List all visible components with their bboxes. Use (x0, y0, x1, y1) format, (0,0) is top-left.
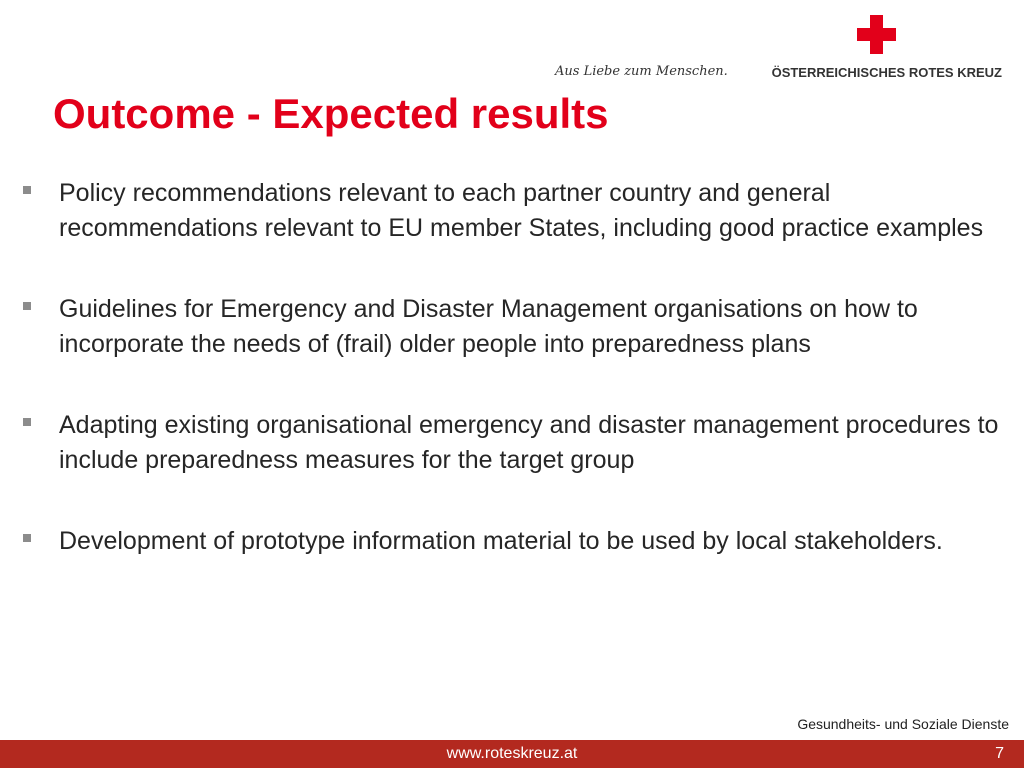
red-cross-icon (857, 15, 896, 54)
bullet-square-icon (23, 418, 31, 426)
website-link[interactable]: www.roteskreuz.at (446, 745, 578, 762)
footer-bar (0, 740, 1024, 768)
tagline: Aus Liebe zum Menschen. (555, 64, 728, 79)
bullet-item (0, 524, 1024, 559)
bullet-text: Development of prototype information material to be used by local stakeholders. (59, 527, 943, 555)
bullet-list (0, 176, 1024, 606)
bullet-text: Guidelines for Emergency and Disaster Management organisations on how to incorporate the needs of (frail) older people into preparedness plans (59, 295, 918, 358)
organization-name: ÖSTERREICHISCHES ROTES KREUZ (771, 65, 1002, 80)
bullet-item (0, 408, 1024, 477)
slide-title: Outcome - Expected results (53, 90, 609, 137)
bullet-text: Adapting existing organisational emergency and disaster management procedures to include preparedness measures for the target group (59, 411, 999, 474)
bullet-text: Policy recommendations relevant to each partner country and general recommendations relevant to EU member States, including good practice examples (59, 179, 984, 242)
department-label: Gesundheits- und Soziale Dienste (797, 716, 1009, 732)
bullet-square-icon (23, 534, 31, 542)
page-number: 7 (995, 745, 1004, 762)
bullet-item (0, 292, 1024, 361)
bullet-square-icon (23, 186, 31, 194)
bullet-item (0, 176, 1024, 245)
bullet-square-icon (23, 302, 31, 310)
